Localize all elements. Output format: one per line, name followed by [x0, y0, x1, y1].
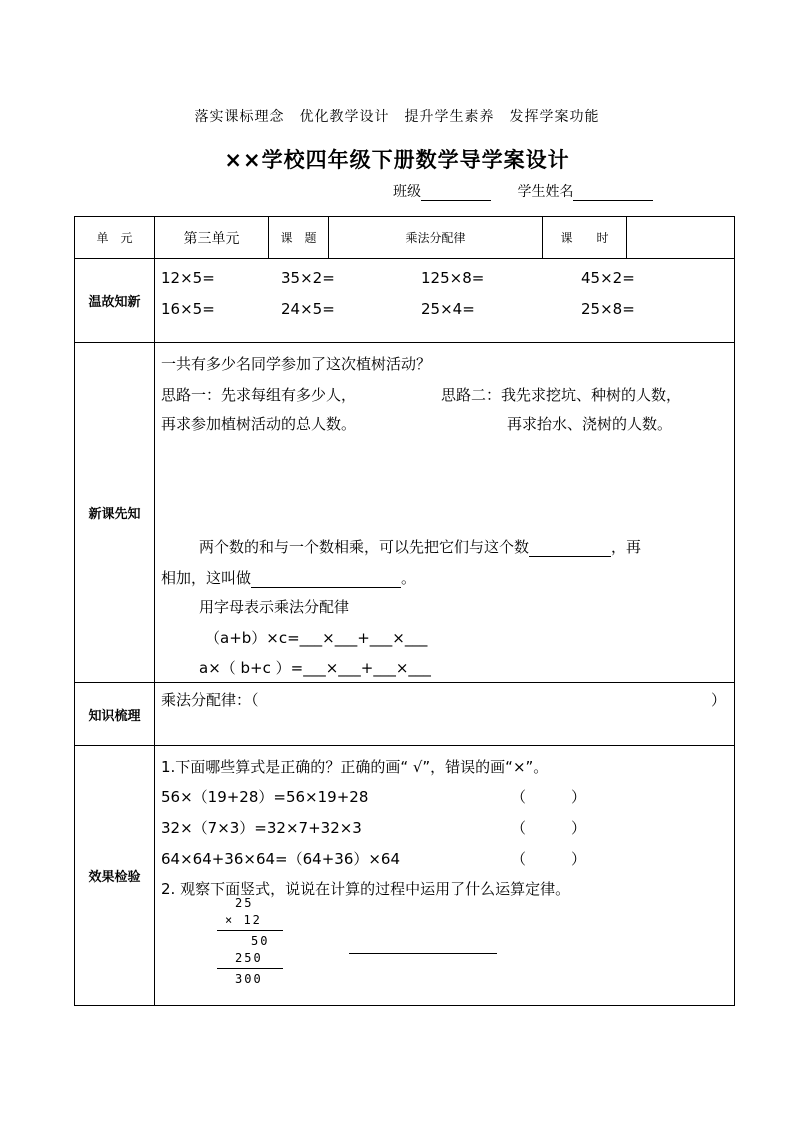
motto: 落实课标理念 优化教学设计 提升学生素养 发挥学案功能 — [194, 109, 600, 125]
rule-blank-1[interactable] — [529, 540, 611, 557]
judge-expression: 56×（19+28）=56×19+28 — [161, 788, 369, 806]
vertical-rule — [217, 968, 283, 969]
rule-sentence-2: 相加，这叫做 。 — [161, 569, 417, 587]
review-item: 25×8= — [581, 300, 635, 318]
answer-line[interactable] — [349, 953, 497, 954]
vertical-partial-1: 50 — [251, 934, 270, 948]
review-item: 45×2= — [581, 269, 635, 287]
summary-label: 知识梳理 — [75, 683, 155, 746]
vertical-partial-2: 250 — [235, 951, 263, 965]
summary-row — [75, 683, 735, 746]
idea2-line1: 思路二：我先求挖坑、种树的人数， — [441, 386, 682, 404]
class-blank[interactable] — [421, 185, 491, 201]
review-item: 25×4= — [421, 300, 475, 318]
vertical-rule — [217, 930, 283, 931]
class-label: 班级 — [393, 184, 421, 200]
new-lesson-label: 新课先知 — [75, 343, 155, 683]
idea2-line2: 再求抬水、浇树的人数。 — [507, 415, 673, 433]
idea1-line1: 思路一：先求每组有多少人， — [161, 386, 357, 404]
review-item: 12×5= — [161, 269, 215, 287]
judge-answer-box[interactable]: （ ） — [511, 819, 587, 837]
new-lesson-cell — [155, 343, 735, 683]
review-label: 温故知新 — [75, 259, 155, 343]
summary-cell[interactable] — [155, 683, 735, 746]
letters-intro: 用字母表示乘法分配律 — [199, 598, 350, 616]
topic-label: 课 题 — [269, 217, 329, 259]
vertical-multiplier: × 12 — [225, 913, 262, 927]
judge-expression: 64×64+36×64=（64+36）×64 — [161, 850, 401, 868]
review-item: 16×5= — [161, 300, 215, 318]
question-1: 1.下面哪些算式是正确的？正确的画“ √”，错误的画“×”。 — [161, 758, 549, 776]
rule-blank-2[interactable] — [251, 571, 401, 588]
formula-1[interactable]: （a+b）×c=___×___+___×___ — [205, 629, 428, 647]
unit-label: 单 元 — [75, 217, 155, 259]
judge-answer-box[interactable]: （ ） — [511, 788, 587, 806]
name-blank[interactable] — [573, 185, 653, 201]
student-info-line — [393, 181, 653, 201]
page-title: ××学校四年级下册数学导学案设计 — [224, 148, 570, 172]
rule-sentence-1: 两个数的和与一个数相乘，可以先把它们与这个数 ，再 — [199, 538, 642, 556]
judge-answer-box[interactable]: （ ） — [511, 850, 587, 868]
review-row — [75, 259, 735, 343]
lesson-table — [74, 216, 735, 1006]
summary-close: ） — [711, 691, 727, 709]
formula-2[interactable]: a×（ b+c ）=___×___+___×___ — [199, 659, 431, 677]
vertical-result: 300 — [235, 972, 263, 986]
table-header-row — [75, 217, 735, 259]
vertical-multiplicand: 25 — [235, 896, 254, 910]
question-2: 2. 观察下面竖式，说说在计算的过程中运用了什么运算定律。 — [161, 880, 571, 898]
review-item: 35×2= — [281, 269, 335, 287]
question-text: 一共有多少名同学参加了这次植树活动？ — [161, 355, 432, 373]
new-lesson-row — [75, 343, 735, 683]
name-label: 学生姓名 — [517, 184, 574, 200]
check-cell — [155, 746, 735, 1006]
idea1-line2: 再求参加植树活动的总人数。 — [161, 415, 357, 433]
period-value[interactable] — [627, 217, 735, 259]
judge-expression: 32×（7×3）=32×7+32×3 — [161, 819, 362, 837]
review-item: 125×8= — [421, 269, 485, 287]
review-item: 24×5= — [281, 300, 335, 318]
review-cell — [155, 259, 735, 343]
topic-value: 乘法分配律 — [329, 217, 543, 259]
check-label: 效果检验 — [75, 746, 155, 1006]
unit-value: 第三单元 — [155, 217, 269, 259]
period-label: 课 时 — [543, 217, 627, 259]
summary-text: 乘法分配律：（ — [161, 691, 259, 709]
check-row — [75, 746, 735, 1006]
